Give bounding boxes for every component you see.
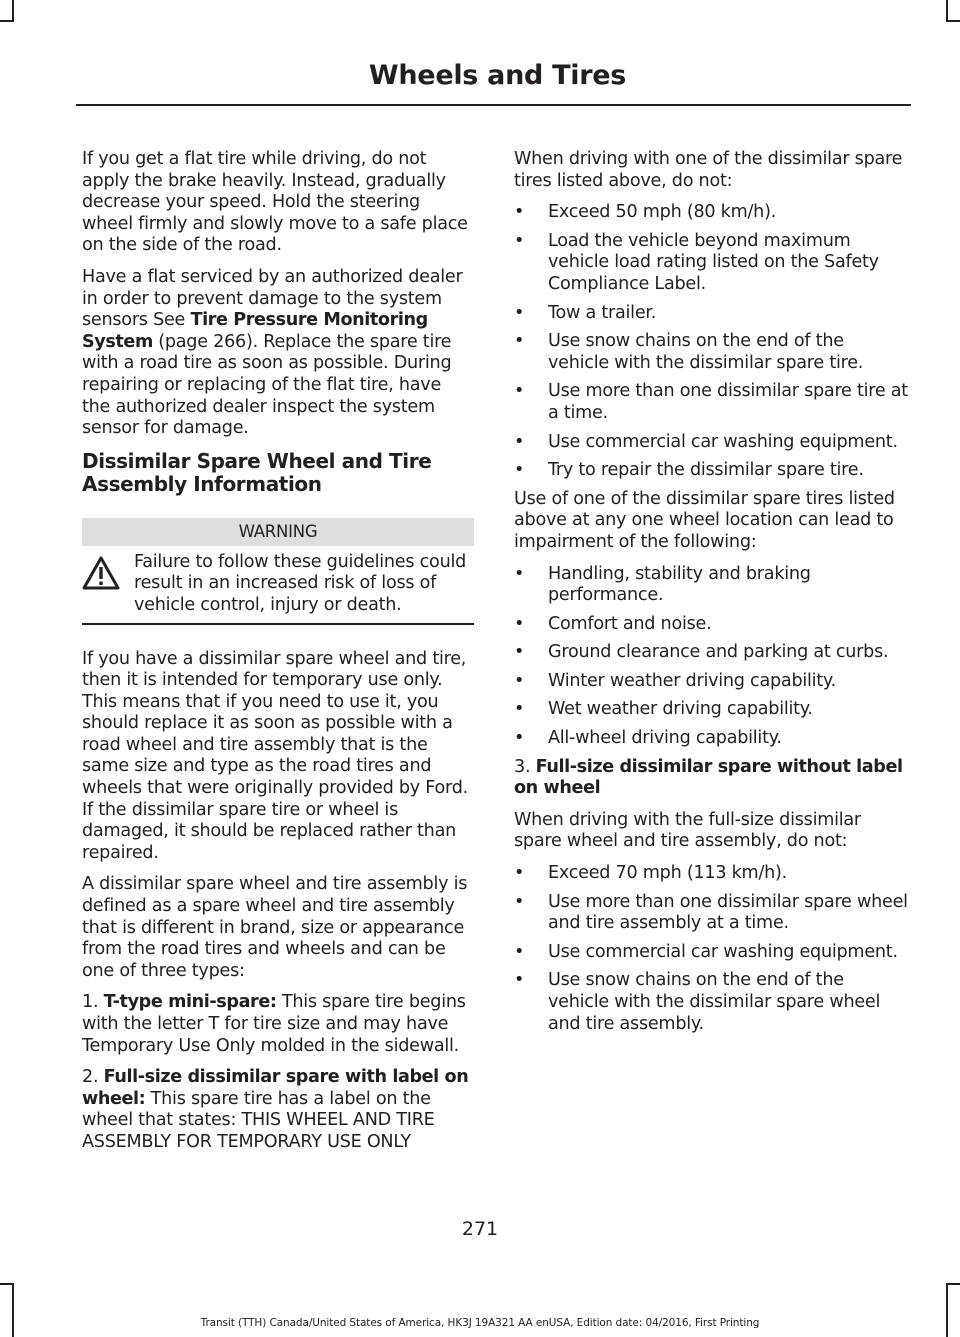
- list-item: • Use snow chains on the end of the vehicle with the dissimilar spare wheel and tire assembly.: [514, 970, 881, 1034]
- flat-tire-paragraph: If you get a flat tire while driving, do not apply the brake heavily. Instead, gradually decrease your speed. Hold the steering wheel firmly and slowly move to a safe place on the side of the road.: [82, 149, 468, 256]
- restrictions-list-3: [514, 863, 909, 1035]
- type-3-paragraph: 3. Full-size dissimilar spare without label on wheel: [514, 756, 903, 799]
- right-column: [514, 149, 909, 1042]
- definition-paragraph: A dissimilar spare wheel and tire assembly is defined as a spare wheel and tire assembly that is different in brand, size or appearance from the road tires and wheels and can be one of three types:: [82, 874, 468, 981]
- type-1-title: T-type mini-spare:: [103, 992, 277, 1013]
- crop-mark-top-left-v: [12, 0, 14, 20]
- section-heading: Dissimilar Spare Wheel and Tire Assembly Information: [82, 448, 432, 496]
- left-column: [82, 149, 474, 1164]
- page-number: 271: [461, 1218, 499, 1240]
- header-rule: [76, 104, 911, 106]
- list-item: • Wet weather driving capability.: [514, 699, 813, 720]
- list-item: • Try to repair the dissimilar spare tire.: [514, 460, 864, 481]
- impairment-list: [514, 564, 909, 750]
- tpms-reference-link[interactable]: Tire Pressure Monitoring System: [82, 310, 428, 352]
- list-item: • Use commercial car washing equipment.: [514, 431, 898, 452]
- list-item: • Exceed 50 mph (80 km/h).: [514, 202, 777, 223]
- crop-mark-top-left-h: [0, 20, 14, 22]
- dissimilar-spare-paragraph: If you have a dissimilar spare wheel and tire, then it is intended for temporary use only. This means that if you need to use it, you should replace it as soon as possible with a road wheel and tire assembly that is the same size and type as the road tires and wheels that were originally provided by Ford. If the dissimilar spare tire or wheel is damaged, it should be replaced rather than repaired.: [82, 648, 468, 863]
- crop-mark-top-right-v: [946, 0, 948, 20]
- type-2-paragraph: 2. Full-size dissimilar spare with label on wheel: This spare tire has a label on the wheel that states: THIS WHEEL AND TIRE ASSEMBLY FOR TEMPORARY USE ONLY: [82, 1067, 469, 1152]
- list-item: • Use more than one dissimilar spare wheel and tire assembly at a time.: [514, 891, 908, 934]
- list-item: • Use commercial car washing equipment.: [514, 941, 898, 962]
- crop-mark-bottom-right-h: [946, 1283, 960, 1285]
- list-item: • Load the vehicle beyond maximum vehicle load rating listed on the Safety Compliance Label.: [514, 230, 879, 294]
- warning-triangle-icon: [82, 552, 134, 597]
- page-title: Wheels and Tires: [368, 60, 626, 91]
- intro-3: When driving with the full-size dissimilar spare wheel and tire assembly, do not:: [514, 809, 861, 852]
- intro-1: When driving with one of the dissimilar spare tires listed above, do not:: [514, 149, 903, 191]
- service-paragraph: Have a flat serviced by an authorized dealer in order to prevent damage to the system sensors See Tire Pressure Monitoring System (page 266). Replace the spare tire with a road tire as soon as possible. During repairing or replacing of the flat tire, have the authorized dealer inspect the system sensor for damage.: [82, 266, 463, 439]
- type-3-title: Full-size dissimilar spare without label on wheel: [514, 756, 903, 799]
- list-item: • Handling, stability and braking performance.: [514, 563, 811, 606]
- warning-text: Failure to follow these guidelines could result in an increased risk of loss of vehicle control, injury or death.: [134, 551, 467, 615]
- crop-mark-top-right-h: [946, 20, 960, 22]
- crop-mark-bottom-left-h: [0, 1283, 14, 1285]
- list-item: • Use more than one dissimilar spare tire at a time.: [514, 381, 908, 423]
- restrictions-list-1: [514, 202, 909, 482]
- list-item: • Use snow chains on the end of the vehicle with the dissimilar spare tire.: [514, 331, 864, 373]
- list-item: • All-wheel driving capability.: [514, 728, 782, 749]
- list-item: • Winter weather driving capability.: [514, 670, 836, 691]
- warning-box: [82, 552, 474, 625]
- list-item: • Tow a trailer.: [514, 302, 657, 323]
- type-2-title: Full-size dissimilar spare with label on wheel:: [82, 1067, 469, 1109]
- warning-label: WARNING: [82, 518, 474, 546]
- footer-text: Transit (TTH) Canada/United States of America, HK3J 19A321 AA enUSA, Edition date: 04/2016, First Printing: [200, 1317, 760, 1329]
- intro-2: Use of one of the dissimilar spare tires listed above at any one wheel location can lead to impairment of the following:: [514, 488, 895, 552]
- list-item: • Exceed 70 mph (113 km/h).: [514, 863, 787, 884]
- type-1-paragraph: 1. T-type mini-spare: This spare tire begins with the letter T for tire size and may have Temporary Use Only molded in the sidewall.: [82, 992, 466, 1056]
- list-item: • Ground clearance and parking at curbs.: [514, 642, 889, 663]
- list-item: • Comfort and noise.: [514, 613, 712, 634]
